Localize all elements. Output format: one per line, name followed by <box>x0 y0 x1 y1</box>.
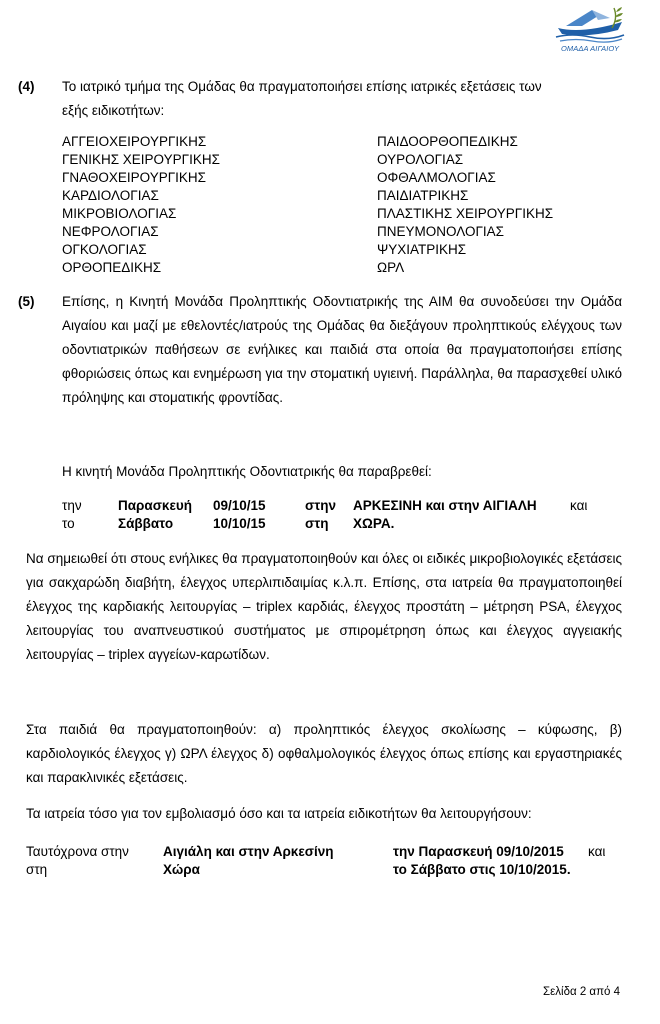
children-exams-paragraph: Στα παιδιά θα πραγματοποιηθούν: α) προληπτικός έλεγχος σκολίωσης – κύφωσης, β) καρδιολογικός έλεγχος γ) ΩΡΛ έλεγχος δ) οφθαλμολογικός έλεγχος όπως επίσης και εργαστηριακές και παρακλινικές εξετάσεις. <box>26 722 622 785</box>
schedule-prefix: το <box>62 516 75 531</box>
specialty-item: ΟΡΘΟΠΕΔΙΚΗΣ <box>62 260 162 275</box>
specialty-item: ΝΕΦΡΟΛΟΓΙΑΣ <box>62 224 159 239</box>
clinics-schedule-label: Ταυτόχρονα στην <box>26 844 129 859</box>
specialties-left-column <box>62 133 220 277</box>
section-4-intro-line1: Το ιατρικό τμήμα της Ομάδας θα πραγματοποιήσει επίσης ιατρικές εξετάσεις των <box>62 79 542 94</box>
clinics-schedule-place: Αιγιάλη και στην Αρκεσίνη <box>163 844 334 859</box>
specialty-item: ΠΑΙΔΙΑΤΡΙΚΗΣ <box>377 188 469 203</box>
section-4-intro-line2: εξής ειδικοτήτων: <box>62 103 165 118</box>
clinics-schedule-date: το Σάββατο στις 10/10/2015. <box>393 862 571 877</box>
clinics-operation-line: Τα ιατρεία τόσο για τον εμβολιασμό όσο και τα ιατρεία ειδικοτήτων θα λειτουργήσουν: <box>26 806 532 821</box>
specialty-item: ΜΙΚΡΟΒΙΟΛΟΓΙΑΣ <box>62 206 177 221</box>
specialty-item: ΠΝΕΥΜΟΝΟΛΟΓΙΑΣ <box>377 224 505 239</box>
schedule-day: Παρασκευή <box>118 498 192 513</box>
specialty-item: ΓΝΑΘΟΧΕΙΡΟΥΡΓΙΚΗΣ <box>62 170 207 185</box>
specialty-item: ΓΕΝΙΚΗΣ ΧΕΙΡΟΥΡΓΙΚΗΣ <box>62 152 220 167</box>
schedule-date: 09/10/15 <box>213 498 266 513</box>
schedule-suffix: και <box>570 498 588 513</box>
schedule-place: ΑΡΚΕΣΙΝΗ και στην ΑΙΓΙΑΛΗ <box>353 498 537 513</box>
team-logo <box>552 4 628 54</box>
specialty-item: ΑΓΓΕΙΟΧΕΙΡΟΥΡΓΙΚΗΣ <box>62 134 207 149</box>
schedule-place: ΧΩΡΑ. <box>353 516 395 531</box>
schedule-prefix: την <box>62 498 82 513</box>
schedule-preposition: στη <box>305 516 329 531</box>
clinics-schedule-label: στη <box>26 862 48 877</box>
specialty-item: ΩΡΛ <box>377 260 405 275</box>
specialty-item: ΟΦΘΑΛΜΟΛΟΓΙΑΣ <box>377 170 496 185</box>
specialty-item: ΨΥΧΙΑΤΡΙΚΗΣ <box>377 242 467 257</box>
specialties-right-column <box>377 133 553 277</box>
clinics-schedule-place: Χώρα <box>163 862 200 877</box>
schedule-preposition: στην <box>305 498 337 513</box>
specialty-item: ΚΑΡΔΙΟΛΟΓΙΑΣ <box>62 188 159 203</box>
boat-logo-icon <box>552 4 628 44</box>
specialty-item: ΟΥΡΟΛΟΓΙΑΣ <box>377 152 464 167</box>
clinics-schedule-date: την Παρασκευή 09/10/2015 <box>393 844 564 859</box>
page-number: Σελίδα 2 από 4 <box>543 986 620 998</box>
section-5-paragraph: Επίσης, η Κινητή Μονάδα Προληπτικής Οδοντιατρικής της ΑΙΜ θα συνοδεύσει την Ομάδα Αιγαίου και μαζί με εθελοντές/ιατρούς της Ομάδας θα διεξάγουν προληπτικούς ελέγχους των οδοντιατρικών παθήσεων σε ενήλικες και παιδιά στα οποία θα πραγματοποιήσει επίσης φθοριώσεις όπως και ενημέρωση για την στοματική υγιεινή. Παράλληλα, θα παρασχεθεί υλικό πρόληψης και στοματικής φροντίδας. <box>62 294 622 405</box>
clinics-schedule-suffix: και <box>588 844 606 859</box>
specialty-item: ΟΓΚΟΛΟΓΙΑΣ <box>62 242 147 257</box>
specialty-item: ΠΑΙΔΟΟΡΘΟΠΕΔΙΚΗΣ <box>377 134 518 149</box>
schedule-date: 10/10/15 <box>213 516 266 531</box>
specialty-item: ΠΛΑΣΤΙΚΗΣ ΧΕΙΡΟΥΡΓΙΚΗΣ <box>377 206 554 221</box>
logo-text: ΟΜΑΔΑ ΑΙΓΑΙΟΥ <box>560 44 620 53</box>
section-4-number: (4) <box>18 79 35 94</box>
section-5-number: (5) <box>18 294 35 309</box>
dental-unit-attend-line: Η κινητή Μονάδα Προληπτικής Οδοντιατρικής θα παραβρεθεί: <box>62 464 432 479</box>
adult-exams-paragraph: Να σημειωθεί ότι στους ενήλικες θα πραγματοποιηθούν και όλες οι ειδικές μικροβιολογικές εξετάσεις για σακχαρώδη διαβήτη, έλεγχος υπερλιπιδαιμίας κ.λ.π. Επίσης, στα ιατρεία θα πραγματοποιηθεί έλεγχος της καρδιακής λειτουργίας – triplex καρδιάς, έλεγχος προστάτη – μέτρηση PSA, έλεγχος λειτουργίας του αναπνευστικού συστήματος με σπιρομέτρηση όπως και έλεγχος αγγειακής λειτουργίας – triplex αγγείων-καρωτίδων. <box>26 551 622 662</box>
schedule-day: Σάββατο <box>118 516 174 531</box>
